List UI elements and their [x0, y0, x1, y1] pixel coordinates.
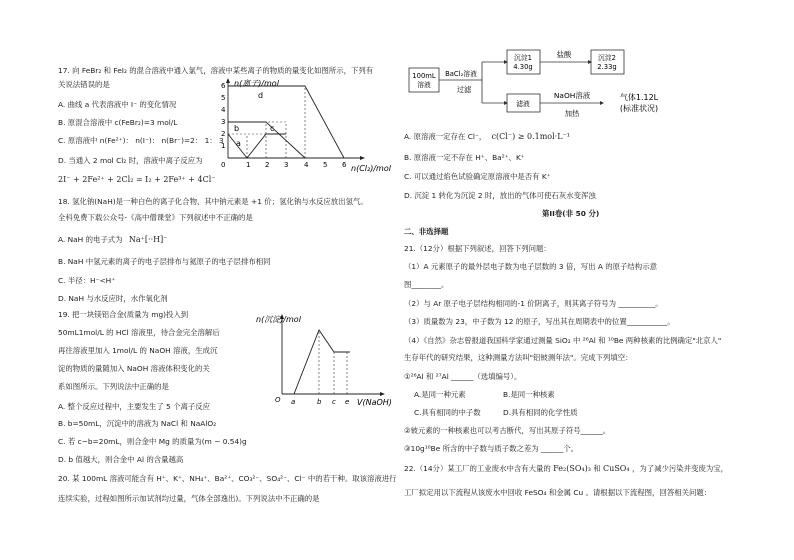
q19-stem-line2: 50mL1mol/L 的 HCl 溶液里，待合金完全溶解后: [58, 328, 220, 337]
q17-x-tick: 4: [304, 161, 309, 169]
q17-stem-line2: 关说法错误的是: [58, 80, 110, 89]
q20-stem-line2: 连续实验，过程如图所示加试剂均过量，气体全部逸出)。下列说法中不正确的是: [58, 494, 320, 503]
q17-curve-label-b: b: [234, 124, 240, 133]
q17-x-tick: 6: [342, 161, 347, 169]
flow-op-filter: 过滤: [456, 85, 472, 94]
q19-x-axis-label: V(NaOH): [357, 398, 392, 407]
q17-option-d: D. 当通入 2 mol Cl₂ 时，溶液中离子反应为: [58, 156, 203, 165]
q20-option-c: C. 可以通过焰色试验确定原溶液中是否有 K⁺: [404, 172, 551, 181]
q17-x-tick: 2: [265, 161, 270, 169]
q19-x-tick-c: c: [332, 398, 336, 406]
q17-y-tick: 4: [221, 106, 226, 114]
q19-option-b: B. b=50mL，沉淀中的溶液为 NaCl 和 NaAlO₂: [58, 419, 217, 428]
q17-origin: 0: [221, 161, 226, 169]
q21-choice-c: C.具有相同的中子数: [414, 408, 481, 417]
q19-stem-line3: 再往溶液里加入 1mol/L 的 NaOH 溶液，生成沉: [58, 346, 218, 355]
q21-stem: 21.（12分）根据下列叙述，回答下列问题：: [404, 244, 551, 253]
flow-op-heat: 加热: [564, 109, 580, 118]
q22-stem-text: 22.（14分）某工厂的工业废水中含有大量的: [404, 464, 551, 473]
q21-part2: （2）与 Ar 原子电子层结构相同的-1 价阴离子，则其离子符号为 __________。: [404, 299, 663, 308]
q17-curve-label-c: c: [270, 124, 275, 133]
q17-curve-label-d: d: [258, 91, 264, 100]
q17-y-axis-label: n(离子)/mol: [234, 79, 279, 88]
q17-y-tick: 6: [221, 82, 226, 90]
q17-option-b: B. 原混合溶液中 c(FeBr₂)=3 mol/L: [58, 118, 178, 127]
flow-filtrate: 滤液: [516, 100, 530, 108]
q19-option-a: A. 整个反应过程中，主要发生了 5 个离子反应: [58, 402, 211, 411]
q20-option-a-formula: c(Cl⁻) ≥ 0.1mol·L⁻¹: [491, 132, 570, 141]
q21-choice-b: B.是同一种核素: [503, 390, 555, 399]
flow-ppt2-top: 沉淀2: [598, 54, 616, 62]
q20-stem-line1: 20. 某 100mL 溶液可能含有 H⁺、K⁺、NH₄⁺、Ba²⁺、CO₃²⁻、SO₄²⁻、Cl⁻ 中的若干种。取该溶液进行: [58, 474, 397, 483]
q21-part4-question3: ③10g¹⁰Be 所含的中子数与质子数之差为 ______个。: [404, 444, 578, 453]
q18-option-d: D. NaH 与水反应时，水作氧化剂: [58, 294, 168, 303]
q18-electron-formula: Na⁺[··H]⁻: [128, 235, 168, 244]
q18-option-a-text: A. NaH 的电子式为: [58, 235, 123, 244]
q17-y-tick: 1: [221, 142, 226, 150]
q19-precipitate-chart: [256, 308, 397, 408]
q21-part4-question1: ①²⁶Al 和 ²⁷Al ______（选填编号）。: [404, 372, 522, 381]
q17-curve-label-a: a: [236, 139, 241, 148]
flow-start-bottom: 溶液: [417, 81, 431, 89]
flow-ppt1-top: 沉淀1: [514, 54, 532, 62]
flow-gas-top: 气体1.12L: [619, 93, 659, 102]
q22-stem-tail: ，为了减少污染并变废为宝，: [631, 464, 729, 473]
q21-choice-d: D.具有相同的化学性质: [503, 408, 578, 417]
q22-formula-cuso4: CuSO₄: [603, 464, 630, 473]
q19-y-axis-label: n(沉淀)/mol: [256, 315, 301, 324]
q21-part4-line2: 生存年代的研究结果，这种测量方法叫"铝铍测年法"。完成下列填空：: [404, 353, 633, 362]
flow-start-top: 100mL: [412, 72, 436, 80]
q17-y-tick: 2: [221, 130, 226, 138]
section-label: 二、非选择题: [404, 227, 449, 236]
q17-x-tick: 1: [246, 161, 251, 169]
q19-stem-line1: 19. 把一块镁铝合金(质量为 mg)投入到: [58, 310, 189, 319]
flow-reagent-hcl: 盐酸: [556, 50, 572, 59]
q20-flow-diagram: [404, 36, 694, 126]
q18-option-a: [58, 235, 167, 244]
flow-ppt1-bottom: 4.30g: [513, 63, 533, 71]
flow-reagent-naoh: NaOH溶液: [553, 91, 591, 100]
q17-y-tick: 3: [221, 118, 226, 126]
q17-x-tick: 5: [323, 161, 328, 169]
q17-stem-line1: 17. 向 FeBr₂ 和 FeI₂ 的混合溶液中通入氯气，溶液中某些离子的物质的量变化如图所示，下列有: [58, 66, 374, 75]
q19-option-d: D. b 值越大，则合金中 Al 的含量越高: [58, 455, 184, 464]
q21-part1-line1: （1）A 元素原子的最外层电子数为电子层数的 3 倍，写出 A 的原子结构示意: [404, 262, 657, 271]
q18-option-b: B. NaH 中氢元素的离子的电子层排布与氦原子的电子层排布相同: [58, 257, 271, 266]
q17-x-tick: 3: [284, 161, 289, 169]
q20-option-d: D. 沉淀 1 转化为沉淀 2 时，放出的气体可使石灰水变浑浊: [404, 191, 596, 200]
q21-choice-a: A.是同一种元素: [414, 390, 466, 399]
q17-x-axis-label: n(Cl₂)/mol: [351, 164, 391, 173]
q21-part1-line2: 图________。: [404, 280, 449, 289]
q19-origin: O: [275, 396, 281, 404]
q17-option-c: C. 原溶液中 n(Fe²⁺)： n(I⁻)： n(Br⁻)=2： 1： 3: [58, 136, 224, 145]
q19-option-c: C. 若 c−b=20mL，则合金中 Mg 的质量为(m − 0.54)g: [58, 437, 247, 446]
flow-reagent-bacl2: BaCl₂溶液: [445, 70, 477, 78]
q22-stem-line2: 工厂拟定用以下流程从该废水中回收 FeSO₄ 和金属 Cu 。请根据以下流程图，回答相关问题：: [404, 488, 712, 497]
q19-x-tick-e: e: [345, 398, 350, 406]
q18-option-c: C. 半径：H⁻<H⁺: [58, 276, 116, 285]
q19-x-tick-a: a: [291, 398, 296, 406]
q19-stem-line4: 淀的物质的量随加入 NaOH 溶液体积变化的关: [58, 364, 210, 373]
q21-part4-line1: （4）《自然》杂志曾报道我国科学家通过测量 SiO₂ 中 ²⁶Al 和 ¹⁰Be 两种核素的比例确定"北京人": [404, 336, 722, 345]
q19-x-tick-b: b: [317, 398, 322, 406]
q22-stem-and: 和: [593, 464, 601, 473]
q17-ion-chart: [210, 76, 395, 176]
q21-part3: （3）质量数为 23，中子数为 12 的原子，写出其在周期表中的位置___________。: [404, 317, 675, 326]
flow-ppt2-bottom: 2.33g: [597, 63, 617, 71]
flow-gas-bottom: (标准状况): [619, 104, 659, 113]
q18-stem-line1: 18. 氢化钠(NaH)是一种白色的离子化合物，其中钠元素是 +1 价；氢化钠与水反应放出氢气。: [58, 197, 368, 206]
q20-option-b: B. 原溶液一定不存在 H⁺、Ba²⁺、K⁺: [404, 153, 525, 162]
q17-option-a: A. 曲线 a 代表溶液中 I⁻ 的变化情况: [58, 100, 177, 109]
q17-equation: 2I⁻ + 2Fe²⁺ + 2Cl₂ = I₂ + 2Fe³⁺ + 4Cl⁻: [58, 175, 216, 184]
section-title: 第II卷(非 50 分): [542, 209, 600, 218]
q22-formula-fe2so43: Fe₂(SO₄)₃: [553, 464, 591, 473]
q21-part4-question2: ②铍元素的一种核素也可以考古断代，写出其原子符号______。: [404, 426, 611, 435]
q19-stem-line5: 系如图所示。下列说法中正确的是: [58, 382, 169, 391]
q22-stem-line1: [404, 464, 728, 473]
q17-y-tick: 5: [221, 94, 226, 102]
q18-stem-line2: 全科免费下载公众号-《高中僧课堂》下列叙述中不正确的是: [58, 213, 253, 222]
q20-option-a-text: A. 原溶液一定存在 Cl⁻，: [404, 132, 487, 141]
q20-option-a: [404, 132, 570, 141]
